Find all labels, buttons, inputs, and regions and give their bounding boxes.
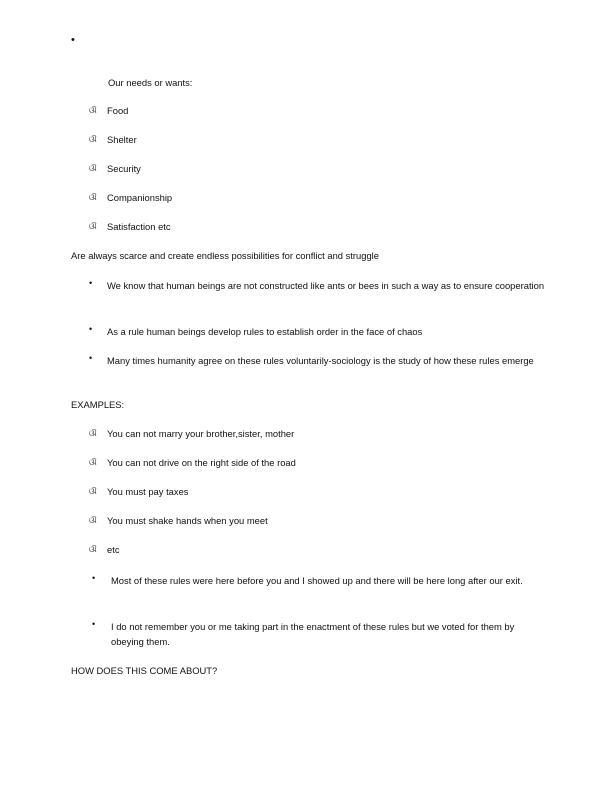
list-item: etc — [107, 544, 120, 555]
list-item: As a rule human beings develop rules to establish order in the face of chaos — [107, 326, 423, 337]
list-item: You can not drive on the right side of the road — [107, 457, 296, 468]
list-item: Shelter — [107, 134, 137, 145]
list-item: Security — [107, 163, 141, 174]
list-item: Satisfaction etc — [107, 221, 171, 232]
hook-bullet-icon: ଔ — [89, 458, 96, 467]
list-item: Most of these rules were here before you and I showed up and there will be here long after our exit. — [111, 575, 523, 586]
list-item: You can not marry your brother,sister, mother — [107, 428, 295, 439]
list-item: We know that human beings are not constructed like ants or bees in such a way as to ensure cooperation — [107, 280, 545, 291]
scarcity-paragraph: Are always scarce and create endless possibilities for conflict and struggle — [71, 250, 379, 261]
list-item: Food — [107, 105, 129, 116]
list-item: Companionship — [107, 192, 173, 203]
bullet-icon: • — [89, 324, 93, 334]
bullet-icon: • — [89, 353, 93, 363]
stray-bullet: • — [71, 34, 75, 46]
hook-bullet-icon: ଔ — [89, 222, 96, 231]
hook-bullet-icon: ଔ — [89, 106, 96, 115]
list-item: You must pay taxes — [107, 486, 189, 497]
examples-label: EXAMPLES: — [71, 399, 125, 410]
hook-bullet-icon: ଔ — [89, 164, 96, 173]
bullet-icon: • — [89, 278, 93, 288]
hook-bullet-icon: ଔ — [89, 516, 96, 525]
hook-bullet-icon: ଔ — [89, 193, 96, 202]
bullet-icon: • — [92, 619, 96, 629]
bullet-icon: • — [92, 573, 96, 583]
needs-heading: Our needs or wants: — [108, 77, 193, 88]
hook-bullet-icon: ଔ — [89, 545, 96, 554]
hook-bullet-icon: ଔ — [89, 429, 96, 438]
list-item: I do not remember you or me taking part in the enactment of these rules but we voted for them by obeying them. — [111, 621, 515, 647]
hook-bullet-icon: ଔ — [89, 487, 96, 496]
list-item: You must shake hands when you meet — [107, 515, 268, 526]
list-item: Many times humanity agree on these rules voluntarily-sociology is the study of how these rules emerge — [107, 355, 534, 366]
closing-question: HOW DOES THIS COME ABOUT? — [71, 665, 218, 676]
hook-bullet-icon: ଔ — [89, 135, 96, 144]
